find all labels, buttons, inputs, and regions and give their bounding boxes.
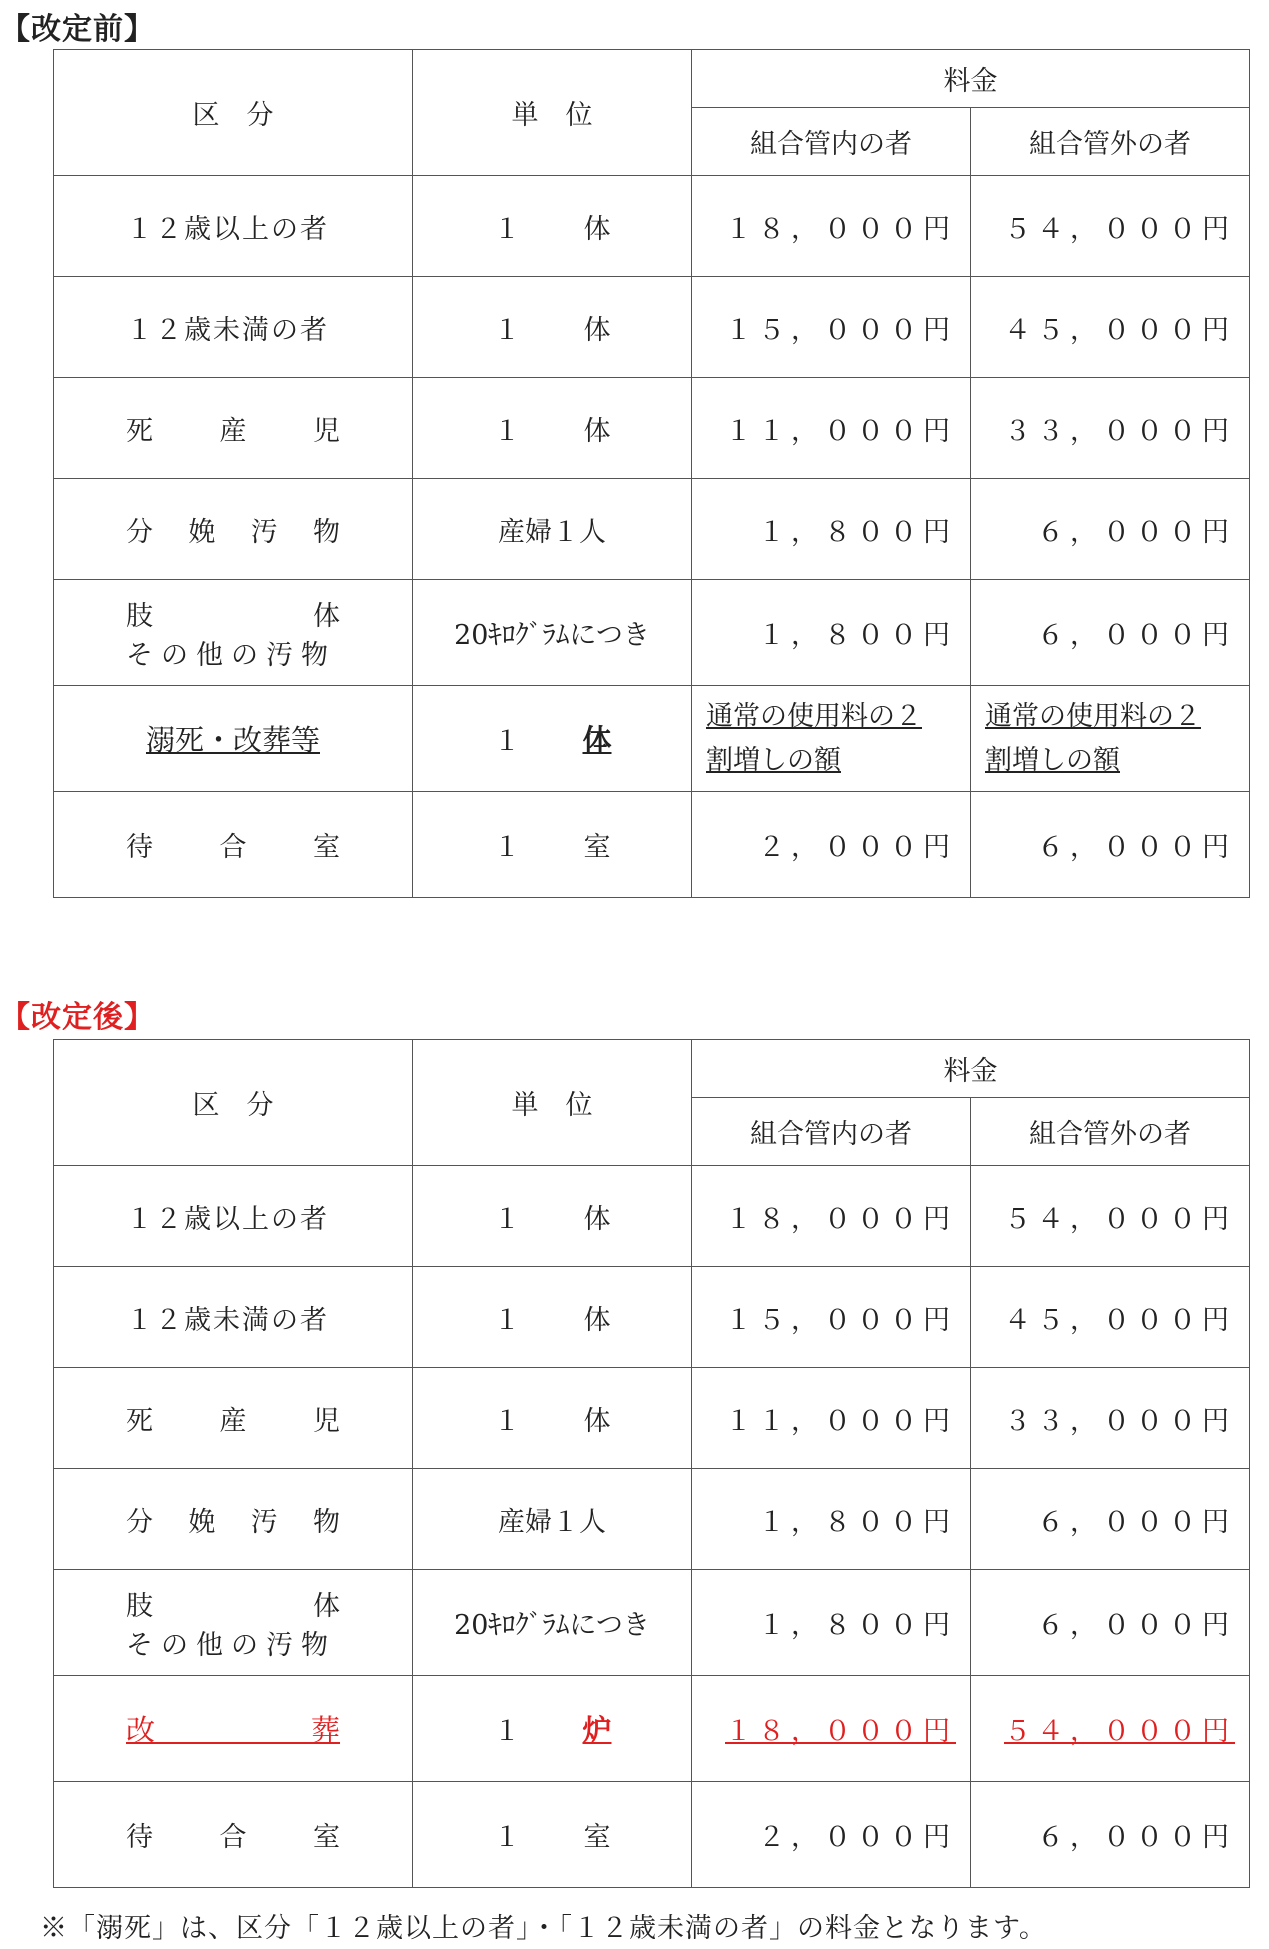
row-inside-fee: １１，０００円	[692, 378, 971, 479]
row-inside-fee: ２，０００円	[692, 1782, 971, 1888]
row-inside-fee: 通常の使用料の２ 割増しの額	[692, 686, 971, 792]
table-row	[54, 1368, 1250, 1469]
row-inside-fee: １８，０００円	[692, 1166, 971, 1267]
table-row	[54, 1782, 1250, 1888]
row-unit: 20ｷﾛｸﾞﾗﾑにつき	[413, 1570, 692, 1676]
row-outside-fee: ６，０００円	[971, 1469, 1250, 1570]
row-unit: １ 体	[413, 1368, 692, 1469]
row-unit: 産婦１人	[413, 1469, 692, 1570]
after-fee-table	[53, 1039, 1250, 1888]
row-unit: １ 室	[413, 1782, 692, 1888]
row-outside-fee: ４５，０００円	[971, 1267, 1250, 1368]
row-unit: １ 体	[413, 176, 692, 277]
row-outside-fee: 通常の使用料の２ 割増しの額	[971, 686, 1250, 792]
row-outside-fee: ５４，０００円	[971, 176, 1250, 277]
row-category: １２歳以上の者	[54, 1166, 413, 1267]
table-row	[54, 277, 1250, 378]
row-inside-fee: ２，０００円	[692, 792, 971, 898]
table-row	[54, 378, 1250, 479]
row-outside-fee: ６，０００円	[971, 792, 1250, 898]
table-row	[54, 1166, 1250, 1267]
table-row	[54, 686, 1250, 792]
row-inside-fee: １，８００円	[692, 1570, 971, 1676]
row-outside-fee: ５４，０００円	[971, 1166, 1250, 1267]
header-unit: 単 位	[413, 1040, 692, 1166]
row-unit: １ 体	[413, 1166, 692, 1267]
table-row	[54, 1676, 1250, 1782]
row-category: １２歳未満の者	[54, 277, 413, 378]
row-category: １２歳未満の者	[54, 1267, 413, 1368]
row-outside-fee: ６，０００円	[971, 479, 1250, 580]
row-inside-fee: １，８００円	[692, 580, 971, 686]
row-outside-fee: ５４，０００円	[971, 1676, 1250, 1782]
row-unit: 産婦１人	[413, 479, 692, 580]
row-category: １２歳以上の者	[54, 176, 413, 277]
row-inside-fee: １５，０００円	[692, 1267, 971, 1368]
before-fee-table	[53, 49, 1250, 898]
row-category: 分娩汚物	[54, 479, 413, 580]
row-outside-fee: ４５，０００円	[971, 277, 1250, 378]
header-inside: 組合管内の者	[692, 108, 971, 176]
table-row	[54, 1267, 1250, 1368]
row-inside-fee: １５，０００円	[692, 277, 971, 378]
table-row	[54, 479, 1250, 580]
table-row	[54, 1469, 1250, 1570]
row-unit: １ 室	[413, 792, 692, 898]
row-category: 待合室	[54, 1782, 413, 1888]
row-outside-fee: ３３，０００円	[971, 1368, 1250, 1469]
header-category: 区 分	[54, 1040, 413, 1166]
row-category: 待合室	[54, 792, 413, 898]
row-unit: １ 炉	[413, 1676, 692, 1782]
header-category: 区 分	[54, 50, 413, 176]
row-unit: １ 体	[413, 378, 692, 479]
row-category: 肢体 その他の汚物	[54, 580, 413, 686]
row-inside-fee: １，８００円	[692, 1469, 971, 1570]
row-category: 肢体 その他の汚物	[54, 1570, 413, 1676]
row-inside-fee: １，８００円	[692, 479, 971, 580]
row-outside-fee: ３３，０００円	[971, 378, 1250, 479]
table-row	[54, 1570, 1250, 1676]
footnote: ※「溺死」は、区分「１２歳以上の者」・「１２歳未満の者」の料金となります。	[40, 1913, 1047, 1944]
row-unit: 20ｷﾛｸﾞﾗﾑにつき	[413, 580, 692, 686]
header-outside: 組合管外の者	[971, 1098, 1250, 1166]
row-category: 死産児	[54, 378, 413, 479]
row-inside-fee: １８，０００円	[692, 1676, 971, 1782]
after-section-title: 【改定後】	[0, 1000, 155, 1035]
header-inside: 組合管内の者	[692, 1098, 971, 1166]
row-unit: １ 体	[413, 1267, 692, 1368]
row-category: 死産児	[54, 1368, 413, 1469]
row-outside-fee: ６，０００円	[971, 1782, 1250, 1888]
row-category: 溺死・改葬等	[54, 686, 413, 792]
table-row	[54, 580, 1250, 686]
row-inside-fee: １１，０００円	[692, 1368, 971, 1469]
row-category: 改葬	[54, 1676, 413, 1782]
row-category: 分娩汚物	[54, 1469, 413, 1570]
row-unit: １ 体	[413, 686, 692, 792]
table-row	[54, 792, 1250, 898]
table-row	[54, 176, 1250, 277]
header-unit: 単 位	[413, 50, 692, 176]
header-outside: 組合管外の者	[971, 108, 1250, 176]
row-unit: １ 体	[413, 277, 692, 378]
header-fee: 料金	[692, 50, 1250, 108]
row-outside-fee: ６，０００円	[971, 1570, 1250, 1676]
row-inside-fee: １８，０００円	[692, 176, 971, 277]
before-section-title: 【改定前】	[0, 12, 155, 47]
header-fee: 料金	[692, 1040, 1250, 1098]
row-outside-fee: ６，０００円	[971, 580, 1250, 686]
